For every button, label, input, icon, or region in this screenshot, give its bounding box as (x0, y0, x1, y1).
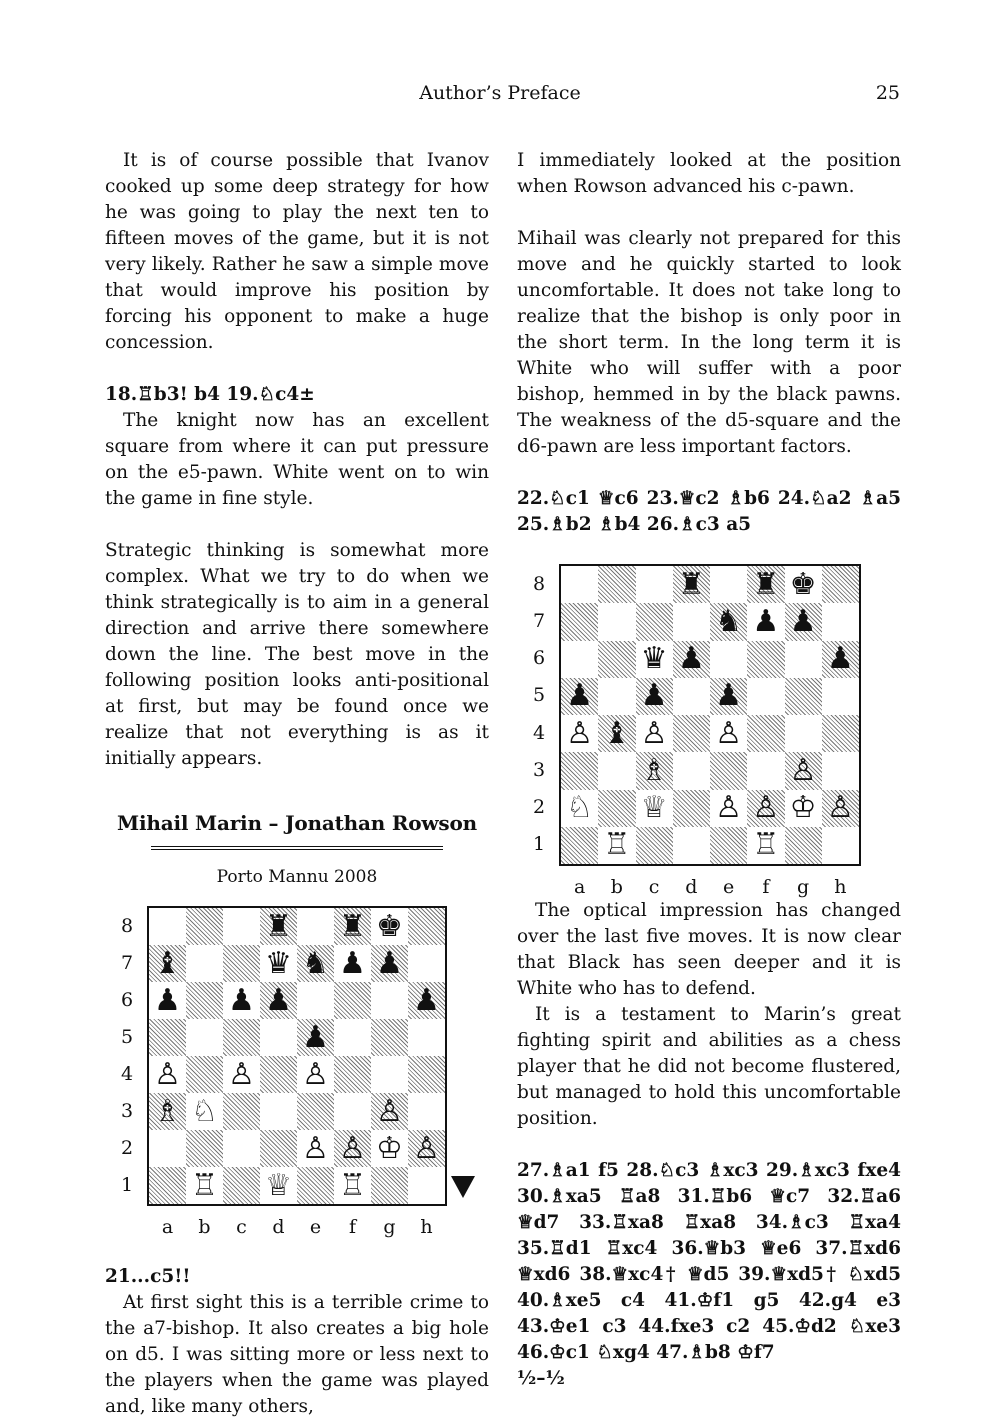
board-square (673, 715, 710, 752)
board-square (561, 603, 598, 640)
chess-board (147, 906, 447, 1206)
file-label: a (573, 876, 586, 898)
board-square (149, 1167, 186, 1204)
board-square (186, 1019, 223, 1056)
board-square (223, 908, 260, 945)
game-result: ½–½ (517, 1368, 565, 1389)
board-square (334, 908, 371, 945)
file-label: a (161, 1216, 174, 1238)
board-square (223, 945, 260, 982)
chess-piece: ♜ (752, 566, 780, 602)
chess-piece: ♘ (566, 790, 594, 826)
board-square (149, 1056, 186, 1093)
chess-piece: ♙ (715, 715, 743, 751)
board-square (747, 752, 784, 789)
rank-label: 5 (532, 684, 546, 707)
board-square (636, 603, 673, 640)
board-square (598, 641, 635, 678)
board-square (598, 678, 635, 715)
paragraph: It is a testament to Marin’s great fighting spirit and abilities as a chess player that he did not become flustered, but managed to hold this uncomfortable position. (517, 1004, 901, 1129)
chess-piece: ♟ (640, 678, 668, 714)
board-square (747, 827, 784, 864)
board-square (149, 1093, 186, 1130)
chess-piece: ♜ (265, 908, 292, 944)
paragraph: Mihail was clearly not prepared for this move and he quickly started to look uncomfortable. It does not take long to realize that the bishop is only poor in the short term. In the long term it is White who will suffer with a poor bishop, hemmed in by the black pawns. The weakness of the d5-square and the d6-pawn are less important factors. (517, 228, 901, 457)
rank-label: 6 (120, 988, 134, 1011)
paragraph: The knight now has an excellent square from where it can put pressure on the e5-pawn. White went on to win the game in fine style. (105, 410, 489, 509)
board-square (710, 752, 747, 789)
game-event: Porto Mannu 2008 (216, 867, 378, 887)
chess-piece: ♟ (826, 641, 854, 677)
board-square (785, 715, 822, 752)
chess-piece: ♙ (339, 1130, 366, 1166)
board-square (785, 566, 822, 603)
board-square (371, 1130, 408, 1167)
board-square (785, 603, 822, 640)
running-title: Author’s Preface (419, 82, 581, 104)
chess-piece: ♟ (302, 1019, 329, 1055)
board-square (223, 1093, 260, 1130)
board-square (408, 908, 445, 945)
board-square (747, 678, 784, 715)
paragraph: At first sight this is a terrible crime to the a7-bishop. It also creates a big hole on d5. I was sitting more or less next to the players when the game was played and, like many others, (105, 1292, 489, 1417)
chess-piece: ♛ (640, 641, 668, 677)
board-square (747, 715, 784, 752)
chess-piece: ♟ (413, 982, 440, 1018)
board-square (636, 790, 673, 827)
board-square (561, 641, 598, 678)
file-label: h (420, 1216, 433, 1238)
chess-piece: ♖ (752, 827, 780, 863)
chess-piece: ♙ (789, 752, 817, 788)
rank-label: 4 (532, 721, 546, 744)
page-header (0, 82, 1000, 112)
board-square (408, 1093, 445, 1130)
board-square (408, 1056, 445, 1093)
board-square (822, 752, 859, 789)
board-square (673, 827, 710, 864)
board-square (561, 827, 598, 864)
board-square (598, 566, 635, 603)
chess-piece: ♔ (789, 790, 817, 826)
board-square (673, 603, 710, 640)
board-square (260, 1093, 297, 1130)
board-square (149, 982, 186, 1019)
chess-piece: ♙ (826, 790, 854, 826)
rank-label: 1 (532, 833, 546, 856)
right-column (517, 148, 901, 1392)
chess-piece: ♟ (339, 945, 366, 981)
chess-diagram (105, 906, 489, 1256)
board-square (297, 945, 334, 982)
board-square (598, 715, 635, 752)
board-square (747, 603, 784, 640)
board-square (673, 566, 710, 603)
board-square (710, 603, 747, 640)
chess-piece: ♜ (677, 566, 705, 602)
board-square (710, 678, 747, 715)
board-square (822, 827, 859, 864)
file-label: c (236, 1216, 247, 1238)
file-label: f (762, 876, 770, 898)
rank-label: 6 (532, 647, 546, 670)
chess-piece: ♙ (752, 790, 780, 826)
chess-piece: ♕ (265, 1167, 292, 1203)
file-label: g (797, 876, 810, 898)
board-square (334, 1130, 371, 1167)
file-label: e (723, 876, 735, 898)
chess-piece: ♖ (339, 1167, 366, 1203)
file-label: e (309, 1216, 322, 1238)
board-square (186, 1093, 223, 1130)
chess-piece: ♟ (677, 641, 705, 677)
file-label: d (272, 1216, 285, 1238)
board-square (186, 1130, 223, 1167)
board-square (297, 982, 334, 1019)
chess-piece: ♜ (339, 908, 366, 944)
chess-piece: ♔ (376, 1130, 403, 1166)
rank-label: 7 (532, 609, 546, 632)
board-square (149, 945, 186, 982)
board-square (186, 945, 223, 982)
paragraph: It is of course possible that Ivanov cooked up some deep strategy for how he was going to play the next ten to fifteen moves of the game, but it is not very likely. Rather he saw a simple move that would improve his position by forcing his opponent to make a huge concession. (105, 150, 489, 353)
board-square (334, 1056, 371, 1093)
black-to-move-icon (451, 1176, 475, 1198)
rank-label: 4 (120, 1062, 134, 1085)
board-square (297, 1019, 334, 1056)
board-square (636, 641, 673, 678)
paragraph: I immediately looked at the position when Rowson advanced his c-pawn. (517, 150, 901, 197)
chess-piece: ♟ (566, 678, 594, 714)
board-square (223, 1056, 260, 1093)
rank-label: 5 (120, 1025, 134, 1048)
board-square (260, 1167, 297, 1204)
board-square (561, 752, 598, 789)
rank-label: 3 (120, 1099, 134, 1122)
chess-piece: ♙ (715, 790, 743, 826)
board-square (223, 1019, 260, 1056)
file-label: b (610, 876, 623, 898)
board-square (371, 945, 408, 982)
left-column (105, 148, 489, 1420)
chess-piece: ♙ (154, 1056, 181, 1092)
board-square (223, 982, 260, 1019)
board-square (598, 603, 635, 640)
board-square (297, 908, 334, 945)
board-square (785, 827, 822, 864)
board-square (408, 1167, 445, 1204)
chess-piece: ♙ (376, 1093, 403, 1129)
board-square (223, 1130, 260, 1167)
chess-piece: ♚ (789, 566, 817, 602)
board-square (710, 715, 747, 752)
board-square (561, 790, 598, 827)
board-square (149, 908, 186, 945)
rank-label: 2 (532, 796, 546, 819)
board-square (149, 1019, 186, 1056)
board-square (673, 752, 710, 789)
board-square (673, 790, 710, 827)
board-square (408, 945, 445, 982)
page-number: 25 (875, 82, 900, 104)
board-square (710, 827, 747, 864)
board-square (636, 715, 673, 752)
chess-piece: ♙ (228, 1056, 255, 1092)
board-square (747, 790, 784, 827)
board-square (598, 752, 635, 789)
file-label: b (198, 1216, 211, 1238)
file-label: g (383, 1216, 396, 1238)
board-square (636, 827, 673, 864)
board-square (747, 641, 784, 678)
board-square (371, 1019, 408, 1056)
board-square (710, 566, 747, 603)
chess-piece: ♝ (154, 945, 181, 981)
board-square (598, 790, 635, 827)
board-square (822, 641, 859, 678)
board-square (297, 1056, 334, 1093)
board-square (710, 790, 747, 827)
paragraph: Strategic thinking is somewhat more complex. What we try to do when we think strategically is to aim in a general direction and arrive there somewhere down the line. The best move in the following position looks anti-positional at first, but may be found once we realize that not everything is as it initially appears. (105, 540, 489, 769)
board-square (334, 1019, 371, 1056)
chess-piece: ♞ (715, 603, 743, 639)
chess-piece: ♗ (154, 1093, 181, 1129)
board-square (186, 1167, 223, 1204)
board-square (186, 1056, 223, 1093)
chess-piece: ♟ (715, 678, 743, 714)
chess-piece: ♖ (191, 1167, 218, 1203)
chess-piece: ♙ (302, 1130, 329, 1166)
chess-piece: ♟ (789, 603, 817, 639)
chess-piece: ♙ (566, 715, 594, 751)
board-square (408, 982, 445, 1019)
board-square (260, 1056, 297, 1093)
chess-piece: ♞ (302, 945, 329, 981)
board-square (149, 1130, 186, 1167)
rank-label: 3 (532, 758, 546, 781)
chess-piece: ♛ (265, 945, 292, 981)
board-square (260, 945, 297, 982)
chess-board (559, 564, 861, 866)
board-square (710, 641, 747, 678)
chess-piece: ♟ (154, 982, 181, 1018)
board-square (408, 1019, 445, 1056)
board-square (186, 908, 223, 945)
chess-piece: ♖ (603, 827, 631, 863)
board-square (822, 790, 859, 827)
board-square (223, 1167, 260, 1204)
board-square (636, 678, 673, 715)
paragraph: The optical impression has changed over the last five moves. It is now clear that Black has seen deeper and it is White who has to defend. (517, 900, 901, 999)
board-square (371, 982, 408, 1019)
board-square (334, 982, 371, 1019)
board-square (822, 715, 859, 752)
board-square (747, 566, 784, 603)
chess-piece: ♟ (265, 982, 292, 1018)
move-line: 21...c5!! (105, 1266, 191, 1287)
board-square (371, 1093, 408, 1130)
chess-piece: ♟ (376, 945, 403, 981)
board-square (822, 603, 859, 640)
board-square (636, 752, 673, 789)
board-square (408, 1130, 445, 1167)
game-title: Mihail Marin – Jonathan Rowson (117, 811, 477, 835)
chess-piece: ♙ (413, 1130, 440, 1166)
board-square (822, 566, 859, 603)
board-square (785, 678, 822, 715)
board-square (297, 1093, 334, 1130)
rank-label: 8 (120, 914, 134, 937)
board-square (260, 908, 297, 945)
chess-diagram (517, 564, 901, 898)
rank-label: 7 (120, 951, 134, 974)
board-square (785, 752, 822, 789)
board-square (561, 715, 598, 752)
rank-label: 1 (120, 1173, 134, 1196)
board-square (297, 1130, 334, 1167)
chess-piece: ♟ (752, 603, 780, 639)
move-line: 18.♖b3! b4 19.♘c4± (105, 384, 315, 405)
move-line: 22.♘c1 ♕c6 23.♕c2 ♗b6 24.♘a2 ♗a5 25.♗b2 ♗b4 26.♗c3 a5 (517, 488, 901, 535)
board-square (673, 641, 710, 678)
board-square (561, 678, 598, 715)
file-label: h (834, 876, 847, 898)
title-rule (151, 846, 443, 850)
board-square (334, 1167, 371, 1204)
rank-label: 2 (120, 1136, 134, 1159)
chess-piece: ♚ (376, 908, 403, 944)
board-square (785, 641, 822, 678)
chess-piece: ♘ (191, 1093, 218, 1129)
chess-piece: ♝ (603, 715, 631, 751)
file-label: f (348, 1216, 357, 1238)
board-square (673, 678, 710, 715)
chess-piece: ♙ (640, 715, 668, 751)
board-square (598, 827, 635, 864)
board-square (785, 790, 822, 827)
board-square (822, 678, 859, 715)
board-square (334, 1093, 371, 1130)
move-line: 27.♗a1 f5 28.♘c3 ♗xc3 29.♗xc3 fxe4 30.♗xa5 ♖a8 31.♖b6 ♕c7 32.♖a6 ♕d7 33.♖xa8 ♖xa8 34.♗c3 ♖xa4 35.♖d1 ♖xc4 36.♕b3 ♕e6 37.♖xd6 ♕xd6 38.♕xc4† ♕d5 39.♕xd5† ♘xd5 40.♗xe5 c4 41.♔f1 g5 42.g4 e3 43.♔e1 c3 44.fxe3 c2 45.♔d2 ♘xe3 46.♔c1 ♘xg4 47.♗b8 ♔f7 (517, 1160, 901, 1363)
board-square (371, 1167, 408, 1204)
board-square (636, 566, 673, 603)
board-square (260, 1019, 297, 1056)
chess-piece: ♟ (228, 982, 255, 1018)
board-square (334, 945, 371, 982)
board-square (297, 1167, 334, 1204)
chess-piece: ♕ (640, 790, 668, 826)
board-square (561, 566, 598, 603)
chess-piece: ♗ (640, 752, 668, 788)
board-square (260, 1130, 297, 1167)
board-square (371, 908, 408, 945)
file-label: c (648, 876, 660, 898)
board-square (260, 982, 297, 1019)
rank-label: 8 (532, 572, 546, 595)
file-label: d (685, 876, 698, 898)
chess-piece: ♙ (302, 1056, 329, 1092)
board-square (186, 982, 223, 1019)
board-square (371, 1056, 408, 1093)
